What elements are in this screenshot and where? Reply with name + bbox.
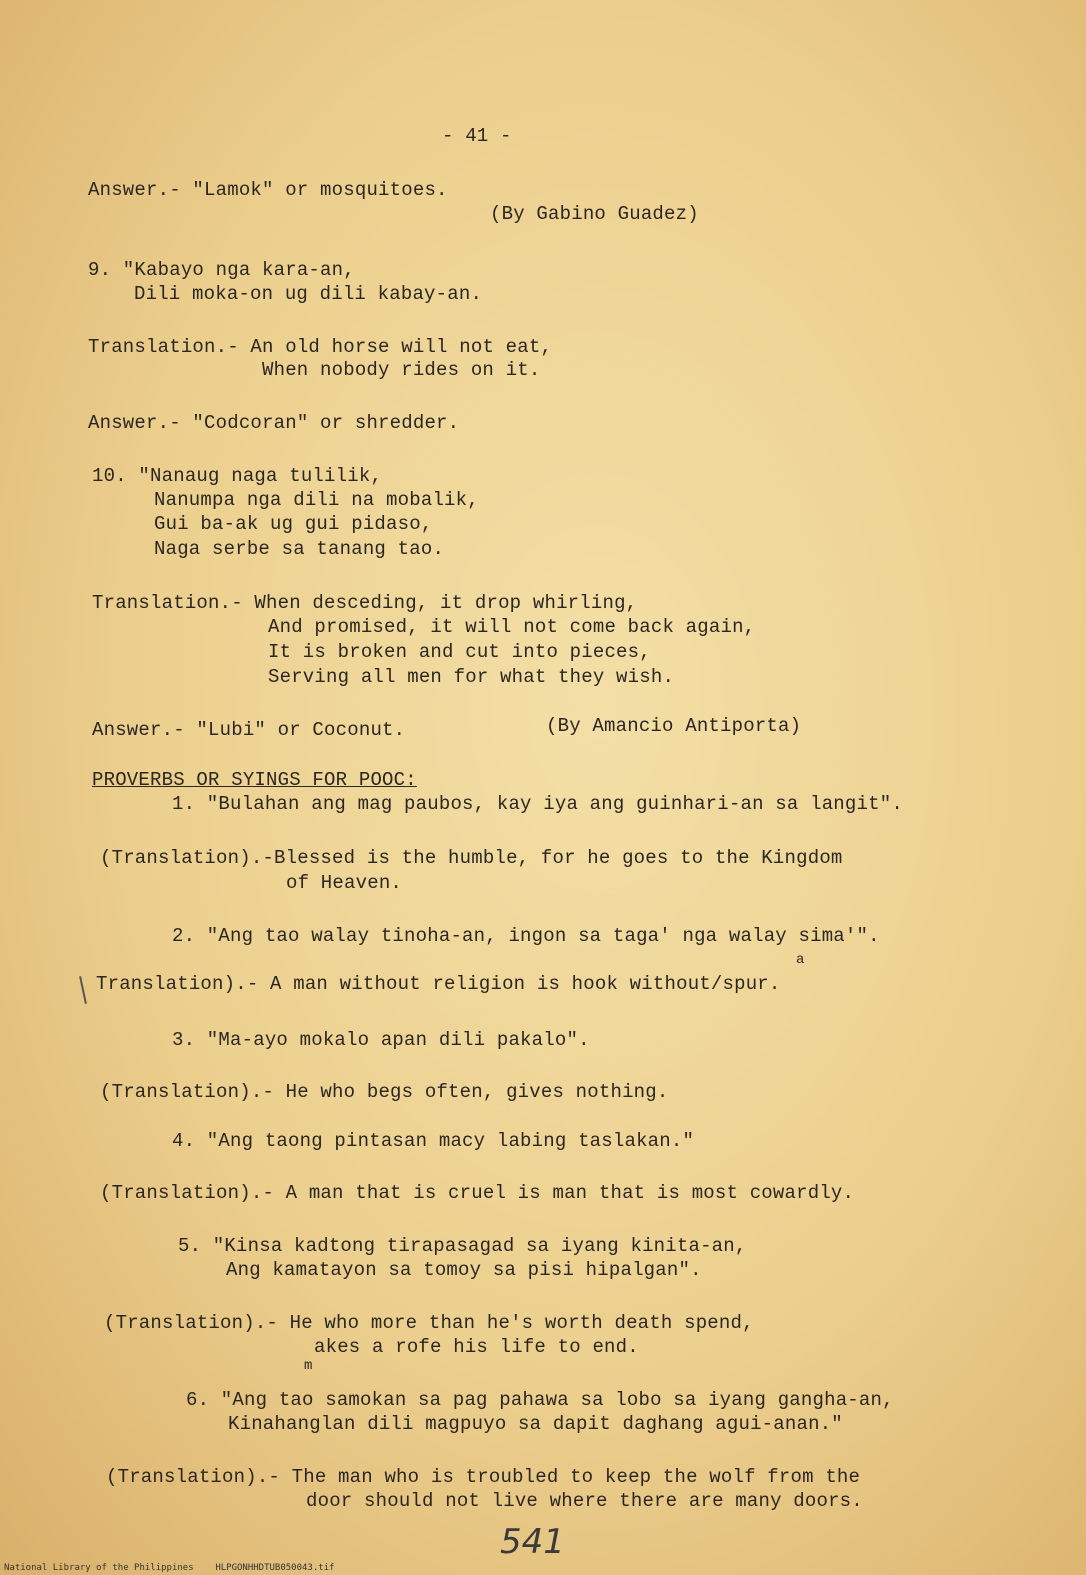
riddle-10-line-4: Naga serbe sa tanang tao. xyxy=(154,538,445,560)
proverb-4-translation: (Translation).- A man that is cruel is man that is most cowardly. xyxy=(100,1182,855,1204)
proverb-6-line-1: 6. "Ang tao samokan sa pag pahawa sa lobo sa iyang gangha-an, xyxy=(186,1389,894,1411)
proverb-1: 1. "Bulahan ang mag paubos, kay iya ang guinhari-an sa langit". xyxy=(172,793,903,815)
translation-9-line-1: Translation.- An old horse will not eat, xyxy=(88,336,553,358)
translation-10-line-3: It is broken and cut into pieces, xyxy=(268,641,651,663)
proverb-2: 2. "Ang tao walay tinoha-an, ingon sa taga' nga walay sima'". xyxy=(172,925,880,947)
proverb-6-line-2: Kinahanglan dili magpuyo sa dapit daghang agui-anan." xyxy=(228,1413,843,1435)
credit-10: (By Amancio Antiporta) xyxy=(546,715,802,737)
proverbs-heading: PROVERBS OR SYINGS FOR POOC: xyxy=(92,769,417,791)
answer-10: Answer.- "Lubi" or Coconut. xyxy=(92,719,406,741)
proverb-1-translation-1: (Translation).-Blessed is the humble, for he goes to the Kingdom xyxy=(100,847,843,869)
proverb-5-insert: m xyxy=(304,1358,313,1374)
proverb-5-translation-2: akes a rofe his life to end. xyxy=(314,1336,639,1358)
page-number: - 41 - xyxy=(442,125,512,147)
answer-9: Answer.- "Codcoran" or shredder. xyxy=(88,412,460,434)
translation-10-line-1: Translation.- When desceding, it drop whirling, xyxy=(92,592,638,614)
footer-caption: National Library of the Philippines HLPGONHHDTUB050043.tif xyxy=(4,1563,335,1573)
riddle-9-line-1: 9. "Kabayo nga kara-an, xyxy=(88,259,355,281)
proverb-2-translation: Translation).- A man without religion is hook without/spur. xyxy=(96,973,781,995)
proverb-5-line-2: Ang kamatayon sa tomoy sa pisi hipalgan". xyxy=(226,1259,702,1281)
proverb-3: 3. "Ma-ayo mokalo apan dili pakalo". xyxy=(172,1029,590,1051)
translation-9-line-2: When nobody rides on it. xyxy=(262,359,541,381)
proverb-5-line-1: 5. "Kinsa kadtong tirapasagad sa iyang kinita-an, xyxy=(178,1235,747,1257)
proverb-3-translation: (Translation).- He who begs often, gives nothing. xyxy=(100,1081,669,1103)
riddle-10-line-3: Gui ba-ak ug gui pidaso, xyxy=(154,513,433,535)
translation-10-line-2: And promised, it will not come back again, xyxy=(268,616,756,638)
handwritten-page-number: 541 xyxy=(500,1522,565,1562)
riddle-9-line-2: Dili moka-on ug dili kabay-an. xyxy=(134,283,483,305)
proverb-6-translation-2: door should not live where there are many doors. xyxy=(306,1490,863,1512)
riddle-10-line-1: 10. "Nanaug naga tulilik, xyxy=(92,465,383,487)
margin-mark xyxy=(79,976,87,1004)
proverb-4: 4. "Ang taong pintasan macy labing taslakan." xyxy=(172,1130,695,1152)
proverb-1-translation-2: of Heaven. xyxy=(286,872,403,894)
proverb-2-insert: a xyxy=(796,952,805,968)
proverb-5-translation-1: (Translation).- He who more than he's worth death spend, xyxy=(104,1312,754,1334)
translation-10-line-4: Serving all men for what they wish. xyxy=(268,666,675,688)
answer-8: Answer.- "Lamok" or mosquitoes. xyxy=(88,179,448,201)
credit-8: (By Gabino Guadez) xyxy=(490,203,699,225)
riddle-10-line-2: Nanumpa nga dili na mobalik, xyxy=(154,489,479,511)
proverb-6-translation-1: (Translation).- The man who is troubled to keep the wolf from the xyxy=(106,1466,861,1488)
